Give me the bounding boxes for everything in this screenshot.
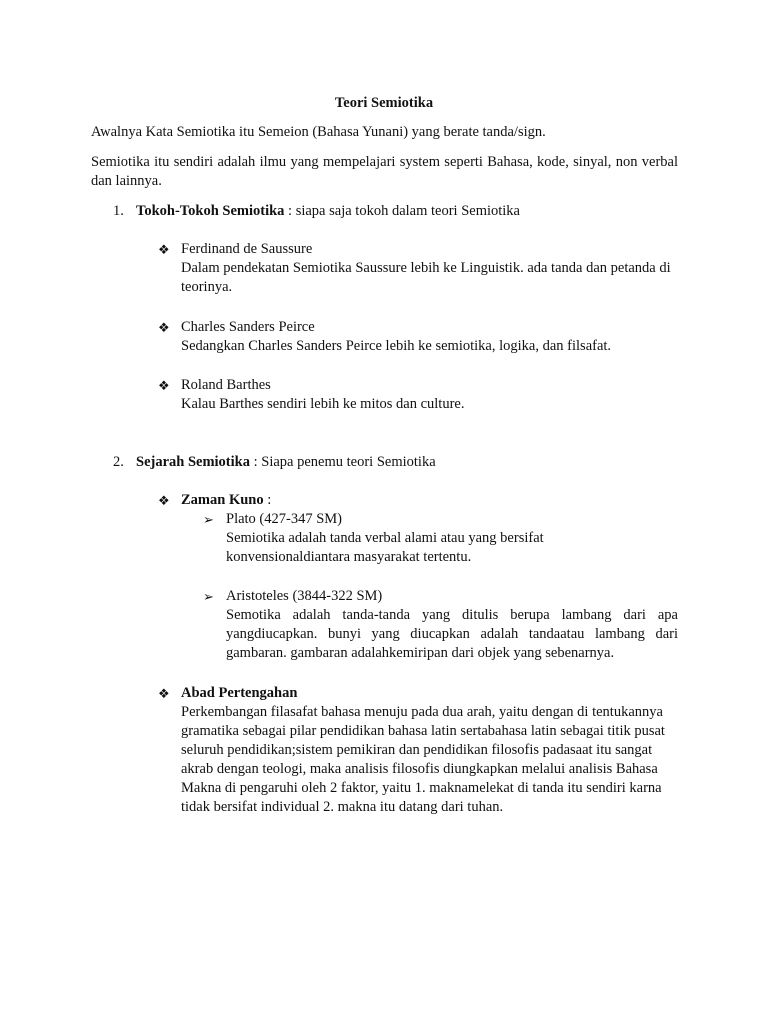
list-item bbox=[181, 318, 681, 356]
section-1-heading-bold: Tokoh-Tokoh Semiotika bbox=[136, 203, 285, 219]
page-title: Teori Semiotika bbox=[334, 95, 434, 111]
arrow-bullet-icon: ➢ bbox=[203, 589, 214, 604]
section-1-heading bbox=[136, 202, 520, 221]
figure-description: Sedangkan Charles Sanders Peirce lebih ke semiotika, logika, dan filsafat. bbox=[181, 338, 612, 354]
diamond-bullet-icon: ❖ bbox=[158, 242, 170, 257]
list-item bbox=[181, 376, 681, 414]
section-1-heading-rest: : siapa saja tokoh dalam teori Semiotika bbox=[284, 203, 520, 219]
arrow-bullet-icon: ➢ bbox=[203, 512, 214, 527]
figure-name: Ferdinand de Saussure bbox=[181, 241, 313, 257]
diamond-bullet-icon: ❖ bbox=[158, 686, 170, 701]
section-1-number: 1. bbox=[113, 203, 124, 219]
section-2-heading-rest: : Siapa penemu teori Semiotika bbox=[249, 454, 436, 470]
figure-name: Roland Barthes bbox=[181, 377, 271, 393]
era-1-heading: Zaman Kuno bbox=[181, 492, 264, 508]
diamond-bullet-icon: ❖ bbox=[158, 378, 170, 393]
diamond-bullet-icon: ❖ bbox=[158, 493, 170, 508]
figure-description: Kalau Barthes sendiri lebih ke mitos dan culture. bbox=[181, 396, 465, 412]
philosopher-name: Plato (427-347 SM) bbox=[226, 511, 342, 527]
list-item bbox=[181, 684, 681, 817]
list-item bbox=[226, 587, 678, 663]
intro-paragraph: Awalnya Kata Semiotika itu Semeion (Bahasa Yunani) yang berate tanda/sign. bbox=[91, 124, 546, 140]
figure-description: Dalam pendekatan Semiotika Saussure lebih ke Linguistik. ada tanda dan petanda di teorinya. bbox=[181, 260, 671, 295]
philosopher-description: Semotika adalah tanda-tanda yang ditulis berupa lambang dari apa yangdiucapkan. bunyi yang diucapkan adalah tandaatau lambang dari gambaran. gambaran adalahkemiripan dari objek yang sebenarnya. bbox=[226, 607, 678, 661]
era-1-heading-rest: : bbox=[263, 492, 272, 508]
philosopher-description: Semiotika adalah tanda verbal alami atau yang bersifat konvensionaldiantara masyarakat tertentu. bbox=[226, 530, 544, 565]
list-item bbox=[181, 240, 681, 297]
section-2-heading bbox=[136, 453, 436, 472]
definition-paragraph: Semiotika itu sendiri adalah ilmu yang mempelajari system seperti Bahasa, kode, sinyal, non verbal dan lainnya. bbox=[91, 154, 678, 189]
philosopher-name: Aristoteles (3844-322 SM) bbox=[226, 588, 383, 604]
section-2-number: 2. bbox=[113, 454, 124, 470]
era-2-heading: Abad Pertengahan bbox=[181, 685, 298, 701]
diamond-bullet-icon: ❖ bbox=[158, 320, 170, 335]
list-item bbox=[226, 510, 678, 567]
era-2-description: Perkembangan filasafat bahasa menuju pada dua arah, yaitu dengan di tentukannya gramatika sebagai pilar pendidikan bahasa latin sertabahasa latin sebagai titik pusat seluruh pendidikan;sistem pemikiran dan pendidikan filosofis padasaat itu sangat akrab dengan teologi, maka analisis filosofis diungkapkan melalui analisis Bahasa Makna di pengaruhi oleh 2 faktor, yaitu 1. maknamelekat di tanda itu sendiri karna tidak bersifat individual 2. makna itu datang dari tuhan. bbox=[181, 704, 665, 815]
era-heading bbox=[181, 491, 681, 510]
figure-name: Charles Sanders Peirce bbox=[181, 319, 315, 335]
section-2-heading-bold: Sejarah Semiotika bbox=[136, 454, 250, 470]
